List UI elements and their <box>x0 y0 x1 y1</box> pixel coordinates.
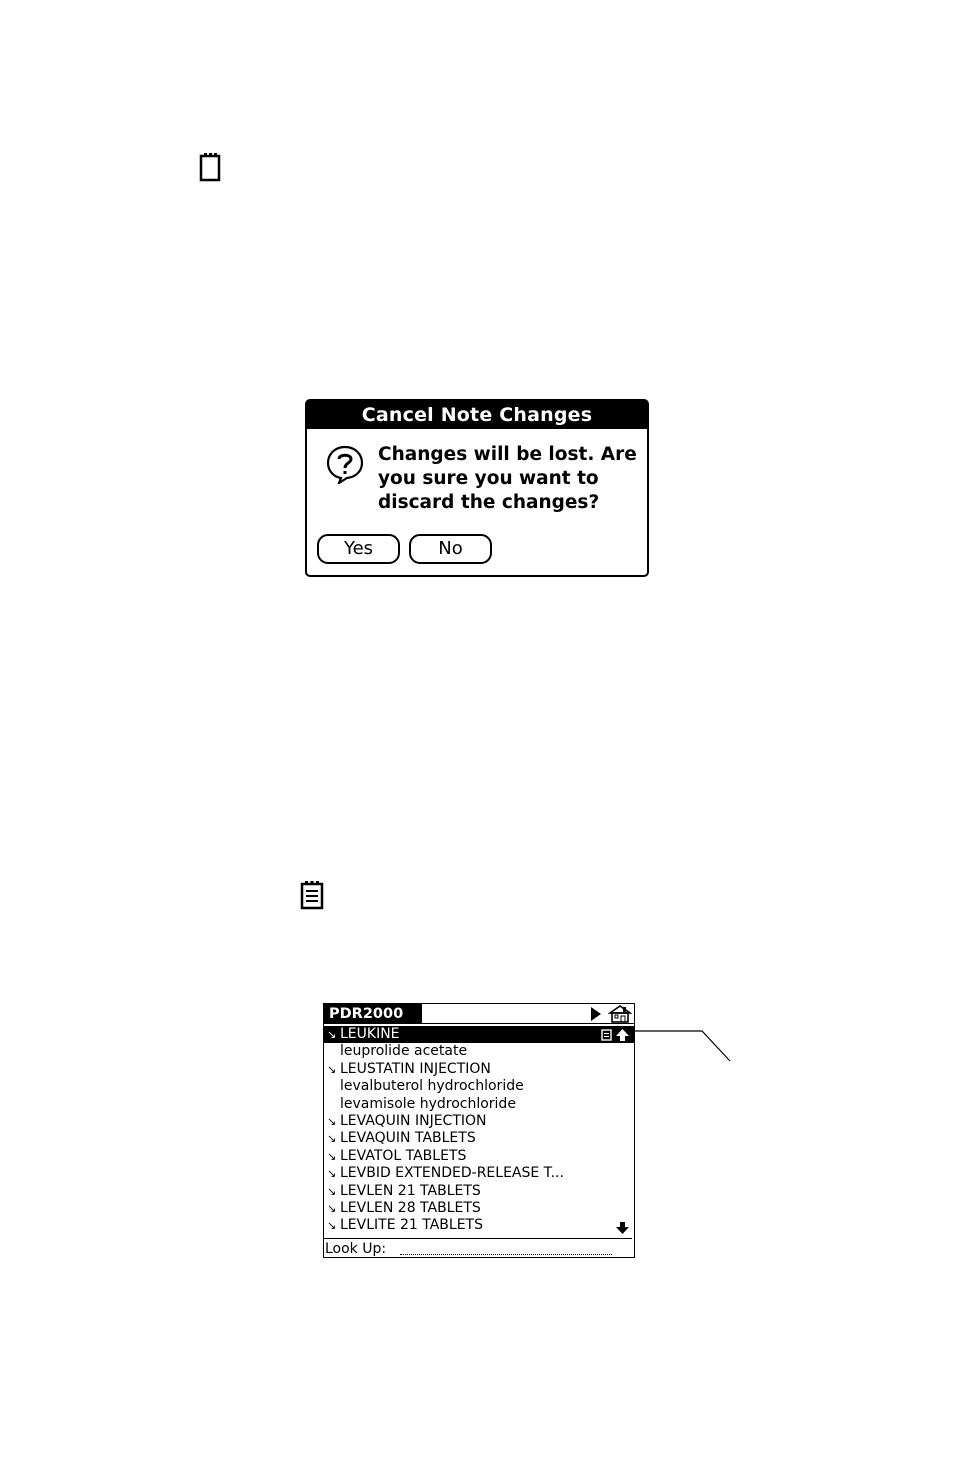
home-icon[interactable] <box>608 1005 632 1023</box>
scroll-up-icon[interactable] <box>616 1029 629 1041</box>
drug-list[interactable] <box>324 1026 634 1238</box>
no-button[interactable]: No <box>409 534 492 564</box>
next-arrow-icon[interactable] <box>590 1007 602 1021</box>
list-item[interactable] <box>324 1200 634 1217</box>
lookup-divider <box>324 1238 632 1239</box>
link-arrow-icon: ↘ <box>327 1149 337 1163</box>
yes-button[interactable]: Yes <box>317 534 400 564</box>
list-item-label: LEVLEN 28 TABLETS <box>340 1199 481 1216</box>
link-arrow-icon: ↘ <box>327 1062 337 1076</box>
list-item[interactable] <box>324 1130 634 1147</box>
dialog-title: Cancel Note Changes <box>307 401 647 429</box>
list-item-label: leuprolide acetate <box>340 1043 468 1060</box>
link-arrow-icon: ↘ <box>327 1028 337 1041</box>
dialog-message: Changes will be lost. Are you sure you want to discard the changes? <box>378 444 637 513</box>
list-item-label: LEUSTATIN INJECTION <box>340 1060 491 1077</box>
link-arrow-icon: ↘ <box>327 1184 337 1198</box>
list-item[interactable] <box>324 1113 634 1130</box>
list-item-label: LEVATOL TABLETS <box>340 1147 467 1164</box>
list-item-label: levamisole hydrochloride <box>340 1095 516 1112</box>
list-item-label: LEVAQUIN INJECTION <box>340 1112 487 1129</box>
cancel-note-dialog <box>305 399 649 577</box>
pdr-list-screen <box>323 1003 635 1258</box>
callout-line <box>630 1025 740 1070</box>
link-arrow-icon: ↘ <box>327 1201 337 1215</box>
list-item-label: LEVBID EXTENDED-RELEASE T... <box>340 1165 564 1182</box>
note-empty-icon <box>199 152 221 182</box>
list-item[interactable] <box>324 1165 634 1182</box>
link-arrow-icon: ↘ <box>327 1167 337 1181</box>
lookup-input[interactable] <box>400 1254 612 1255</box>
title-divider <box>422 1023 634 1024</box>
list-item-label: LEVAQUIN TABLETS <box>340 1130 476 1147</box>
lookup-label: Look Up: <box>325 1241 387 1257</box>
scroll-down-icon[interactable] <box>616 1222 629 1234</box>
list-item[interactable] <box>324 1061 634 1078</box>
link-arrow-icon: ↘ <box>327 1114 337 1128</box>
app-title: PDR2000 <box>324 1004 422 1024</box>
list-item[interactable] <box>324 1217 634 1234</box>
link-arrow-icon: ↘ <box>327 1132 337 1146</box>
note-lines-icon <box>300 880 324 910</box>
question-icon <box>325 444 365 484</box>
list-item[interactable] <box>324 1148 634 1165</box>
list-item[interactable] <box>324 1026 634 1043</box>
list-item-label: LEUKINE <box>340 1026 400 1042</box>
list-item[interactable] <box>324 1078 634 1095</box>
note-icon[interactable] <box>601 1029 612 1041</box>
list-item-label: levalbuterol hydrochloride <box>340 1078 524 1095</box>
list-item-label: LEVLITE 21 TABLETS <box>340 1217 483 1234</box>
list-item[interactable] <box>324 1043 634 1060</box>
link-arrow-icon: ↘ <box>327 1219 337 1233</box>
list-item[interactable] <box>324 1096 634 1113</box>
list-item[interactable] <box>324 1183 634 1200</box>
list-item-label: LEVLEN 21 TABLETS <box>340 1182 481 1199</box>
